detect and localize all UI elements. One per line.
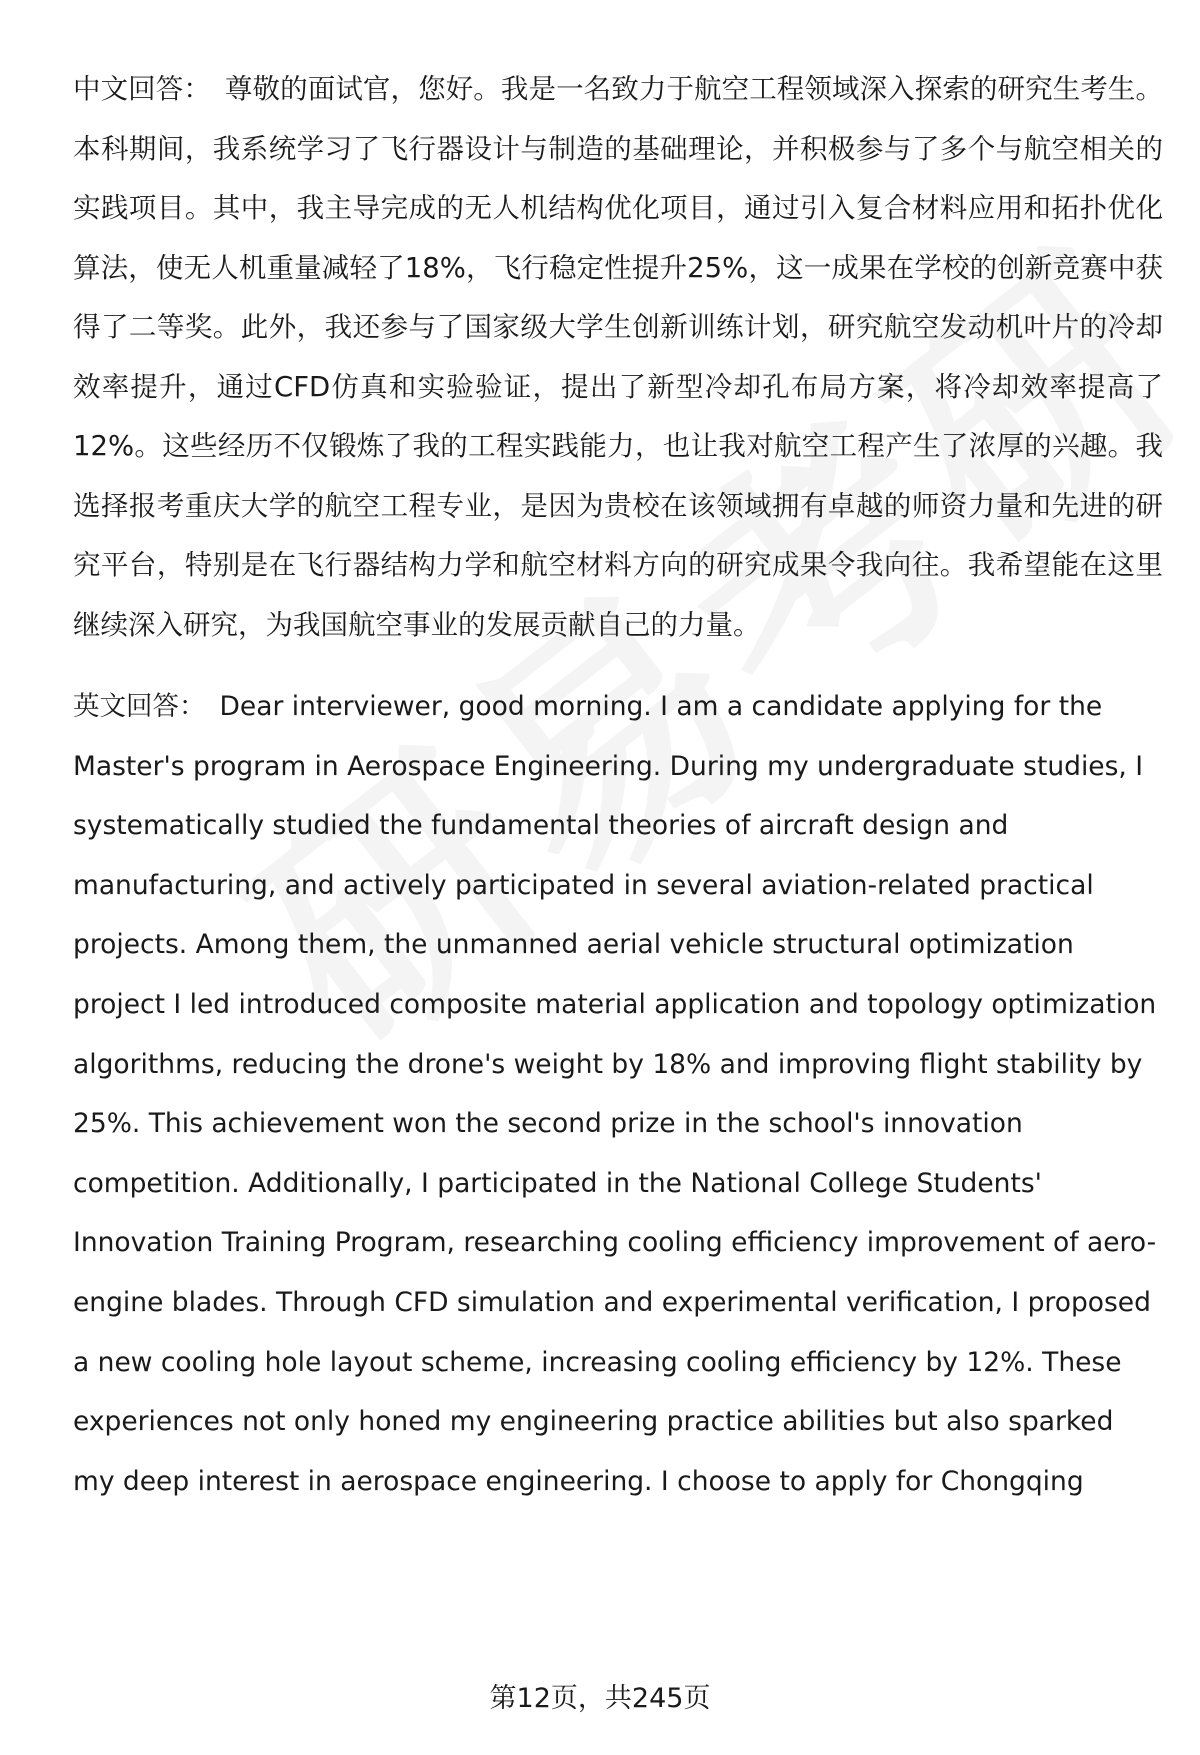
chinese-answer-paragraph [73, 60, 1163, 655]
page-content [73, 60, 1163, 1511]
page-number: 第12页，共245页 [489, 1683, 711, 1714]
english-answer-paragraph [73, 677, 1163, 1511]
chinese-answer-text: 尊敬的面试官，您好。我是一名致力于航空工程领域深入探索的研究生考生。本科期间，我系统学习了飞行器设计与制造的基础理论，并积极参与了多个与航空相关的实践项目。其中，我主导完成的无人机结构优化项目，通过引入复合材料应用和拓扑优化算法，使无人机重量减轻了18%，飞行稳定性提升25%，这一成果在学校的创新竞赛中获得了二等奖。此外，我还参与了国家级大学生创新训练计划，研究航空发动机叶片的冷却效率提升，通过CFD仿真和实验验证，提出了新型冷却孔布局方案，将冷却效率提高了12%。这些经历不仅锻炼了我的工程实践能力，也让我对航空工程产生了浓厚的兴趣。我选择报考重庆大学的航空工程专业，是因为贵校在该领域拥有卓越的师资力量和先进的研究平台，特别是在飞行器结构力学和航空材料方向的研究成果令我向往。我希望能在这里继续深入研究，为我国航空事业的发展贡献自己的力量。 [73, 73, 1164, 641]
english-answer-label: 英文回答： [73, 691, 206, 722]
chinese-answer-label: 中文回答： [73, 73, 211, 105]
english-answer-text: Dear interviewer, good morning. I am a candidate applying for the Master's program in Aerospace Engineering. During my undergraduate studies, I systematically studied the fundamental theories of aircraft design and manufacturing, and actively participated in several aviation-related practical projects. Among them, the unmanned aerial vehicle structural optimization project I led introduced composite material application and topology optimization algorithms, reducing the drone's weight by 18% and improving flight stability by 25%. This achievement won the second prize in the school's innovation competition. Additionally, I participated in the National College Students' Innovation Training Program, researching cooling efficiency improvement of aero-engine blades. Through CFD simulation and experimental verification, I proposed a new cooling hole layout scheme, increasing cooling efficiency by 12%. These experiences not only honed my engineering practice abilities but also sparked my deep interest in aerospace engineering. I choose to apply for Chongqing [73, 691, 1157, 1497]
